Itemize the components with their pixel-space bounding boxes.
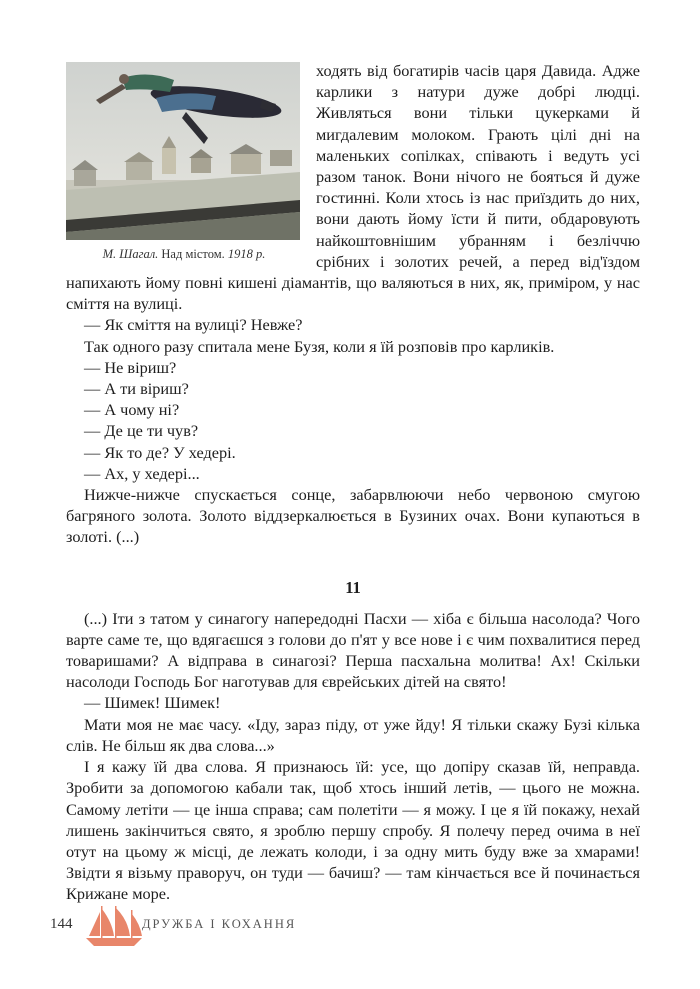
page-number: 144 xyxy=(50,916,73,932)
paragraph: Нижче-нижче спускається сонце, забарвлюючи небо червоною смугою багряного золота. Золото віддзеркалюється в Бузиних очах. Вони купаються в золоті. (...) xyxy=(66,485,640,547)
paragraph: Так одного разу спитала мене Бузя, коли я їй розповів про карликів. xyxy=(84,336,555,356)
paragraph: — Як сміття на вулиці? Невже? xyxy=(84,315,303,335)
page-footer xyxy=(50,906,350,948)
paragraph: — Ах, у хедері... xyxy=(84,463,200,483)
paragraph: — Як то де? У хедері. xyxy=(84,442,236,462)
caption-year: 1918 р. xyxy=(227,247,266,261)
paragraph: І я кажу їй два слова. Я признаюсь їй: усе, що допіру сказав їй, неправда. Зробити за допомогою кабали так, щоб хтось інший летів, — цього не можна. Самому летіти — це інша справа; сам полетіти — я можу. І це я їй покажу, нехай лишень закінчиться свято, я зроблю першу спробу. Я полечу перед очима в неї отут на цьому ж місці, де лежать колоди, і за одну мить буду вже за хмарами! Звідти я візьму праворуч, он туди — бачиш? — там кінчається все й починається Крижане море. xyxy=(66,757,640,904)
paragraph: — Шимек! Шимек! xyxy=(84,693,221,713)
sailing-ship-icon xyxy=(80,906,148,948)
paragraph: — А ти віриш? xyxy=(84,379,189,399)
section-title: ДРУЖБА І КОХАННЯ xyxy=(142,917,297,931)
caption-title: Над містом. xyxy=(161,247,225,261)
page-content xyxy=(66,60,640,905)
paragraph: ходять від богатирів часів царя Давида. Адже карлики з натури дуже добрі людці. Живляться вони тільки цукерками й мигдалевим молоком. Грають цілі дні на маленьких сопілках, співають і ведуть усі разом танок. Вони нічого не бояться й дуже гостинні. Коли хтось із нас приїздить до них, вони дають йому їсти й пити, обдаровують найкоштовнішим убранням і безліччю срібних і золотих речей, а перед від'їздом напихають йому повні кишені діамантів, що валяються в них, як, приміром, у нас сміття на вулиці. xyxy=(66,61,640,314)
painting-image xyxy=(66,62,300,240)
figure-caption xyxy=(66,247,302,262)
chapter-number: 11 xyxy=(345,577,361,597)
caption-artist: М. Шагал. xyxy=(102,247,159,261)
paragraph: — Де це ти чув? xyxy=(84,421,199,441)
paragraph: — А чому ні? xyxy=(84,400,180,420)
paragraph: (...) Іти з татом у синагогу напередодні Пасхи — хіба є більша насолода? Чого варте саме те, що вдягаєшся з голови до п'ят у все нове і є чим похвалитися перед товаришами? А відправа в синагозі? Перша пасхальна молитва! Ах! Скільки насолоди Господь Бог наготував для єврейських дітей на свято! xyxy=(66,608,640,692)
figure xyxy=(66,62,302,262)
paragraph: Мати моя не має часу. «Іду, зараз піду, от уже йду! Я тільки скажу Бузі кілька слів. Не більш як два слова...» xyxy=(66,714,640,755)
paragraph: — Не віриш? xyxy=(84,357,177,377)
